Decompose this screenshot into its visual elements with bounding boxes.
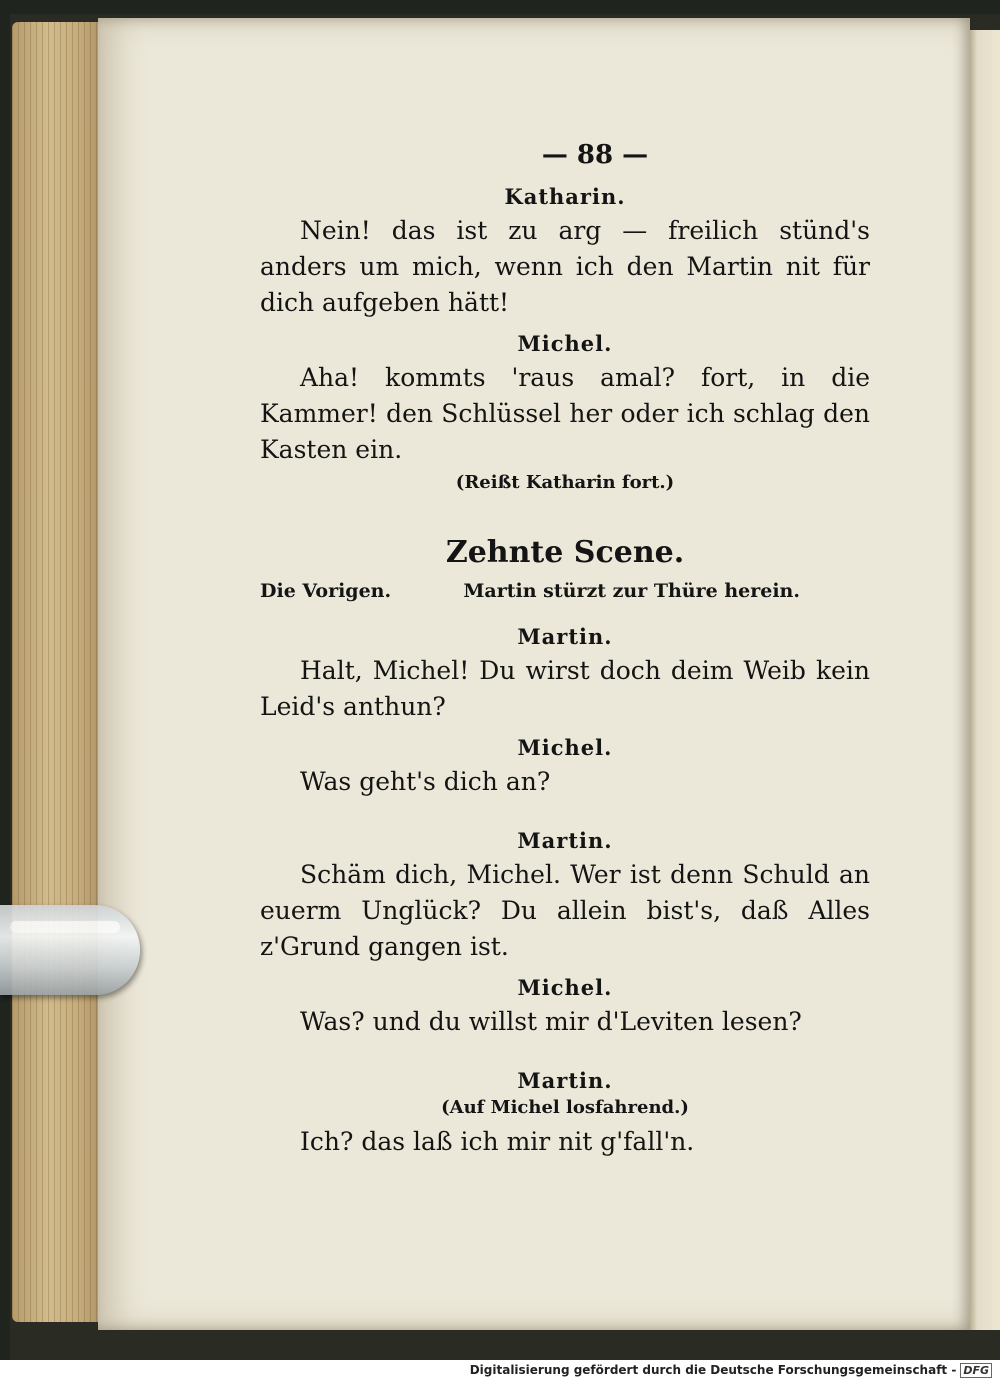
speaker-name: Martin. <box>517 624 613 649</box>
speaker-name: Michel. <box>517 735 613 760</box>
speech-text: Ich? das laß ich mir nit g'fall'n. <box>300 1127 695 1156</box>
speech-text: Was geht's dich an? <box>300 767 551 796</box>
dfg-logo: DFG <box>960 1363 992 1378</box>
speech-text: Schäm dich, Michel. Wer ist denn Schuld an euerm Unglück? Du allein bist's, daß Alles z'Grund gangen ist. <box>260 860 870 961</box>
scene-cast <box>260 580 870 602</box>
scene-cast-left: Die Vorigen. <box>260 580 392 602</box>
speech-text: Nein! das ist zu arg — freilich stünd's anders um mich, wenn ich den Martin nit für dich aufgeben hätt! <box>260 216 870 317</box>
speaker-name: Martin. <box>517 1068 613 1093</box>
stage-direction: (Reißt Katharin fort.) <box>455 472 675 493</box>
speaker-name: Michel. <box>517 331 613 356</box>
footer-text: Digitalisierung gefördert durch die Deutsche Forschungsgemeinschaft - <box>469 1363 957 1377</box>
page-text <box>260 140 870 1160</box>
footer-credit <box>0 1360 1000 1380</box>
speech-text: Was? und du willst mir d'Leviten lesen? <box>300 1007 802 1036</box>
stage-direction: (Auf Michel losfahrend.) <box>441 1097 689 1118</box>
speech-text: Aha! kommts 'raus amal? fort, in die Kammer! den Schlüssel her oder ich schlag den Kasten ein. <box>260 363 870 464</box>
speaker-name: Katharin. <box>504 184 626 209</box>
page-holder-clip <box>0 905 140 995</box>
scene-cast-right: Martin stürzt zur Thüre herein. <box>463 580 800 602</box>
scene-title: Zehnte Scene. <box>445 535 685 570</box>
page-number: — 88 — <box>541 140 649 170</box>
speech-text: Halt, Michel! Du wirst doch deim Weib kein Leid's anthun? <box>260 656 870 721</box>
speaker-name: Martin. <box>517 828 613 853</box>
speaker-name: Michel. <box>517 975 613 1000</box>
